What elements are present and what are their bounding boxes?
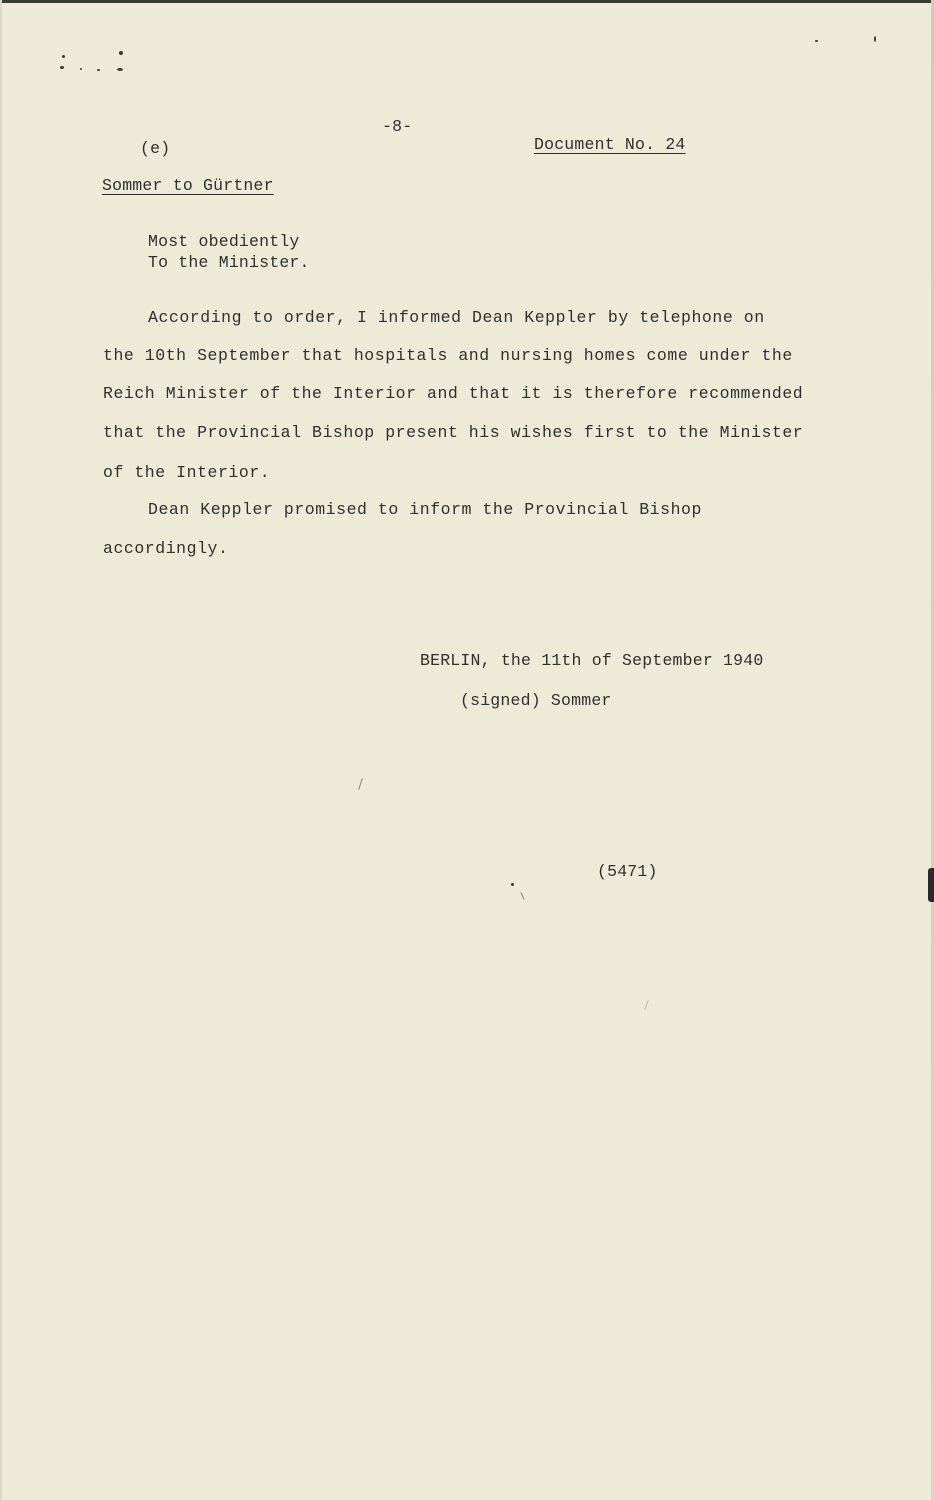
paragraph-2-line: accordingly. — [103, 539, 229, 558]
section-label: (e) — [140, 139, 171, 158]
scan-speck — [815, 40, 818, 42]
scan-clip-mark — [928, 868, 934, 902]
scan-speck — [119, 51, 123, 55]
paragraph-1-line: Reich Minister of the Interior and that it is therefore recommended — [103, 384, 804, 403]
scan-mark — [520, 892, 524, 900]
scan-speck — [80, 68, 82, 70]
document-reference: Document No. 24 — [534, 135, 686, 154]
paragraph-1-line: that the Provincial Bishop present his wishes first to the Minister — [103, 423, 804, 442]
scan-speck — [511, 883, 514, 886]
scan-speck — [874, 36, 876, 42]
paragraph-1-line: According to order, I informed Dean Keppler by telephone on — [148, 308, 765, 327]
scan-speck — [97, 69, 100, 71]
scan-speck — [60, 66, 64, 69]
scan-left-edge — [0, 0, 2, 1500]
paragraph-1-line: the 10th September that hospitals and nursing homes come under the — [103, 346, 793, 365]
signature-line: (signed) Sommer — [460, 691, 612, 710]
scan-mark — [644, 1000, 648, 1010]
page-number: -8- — [382, 117, 413, 136]
document-subject: Sommer to Gürtner — [102, 176, 274, 195]
scan-top-edge — [0, 0, 934, 3]
salutation-line-2: To the Minister. — [148, 253, 310, 272]
place-and-date: BERLIN, the 11th of September 1940 — [420, 651, 764, 670]
scan-speck — [62, 55, 65, 58]
salutation-line-1: Most obediently — [148, 232, 300, 251]
scan-speck — [117, 68, 123, 71]
paragraph-2-line: Dean Keppler promised to inform the Provincial Bishop — [148, 500, 702, 519]
paragraph-1-line: of the Interior. — [103, 463, 271, 482]
archive-number: (5471) — [597, 862, 658, 881]
scan-mark — [358, 778, 363, 790]
